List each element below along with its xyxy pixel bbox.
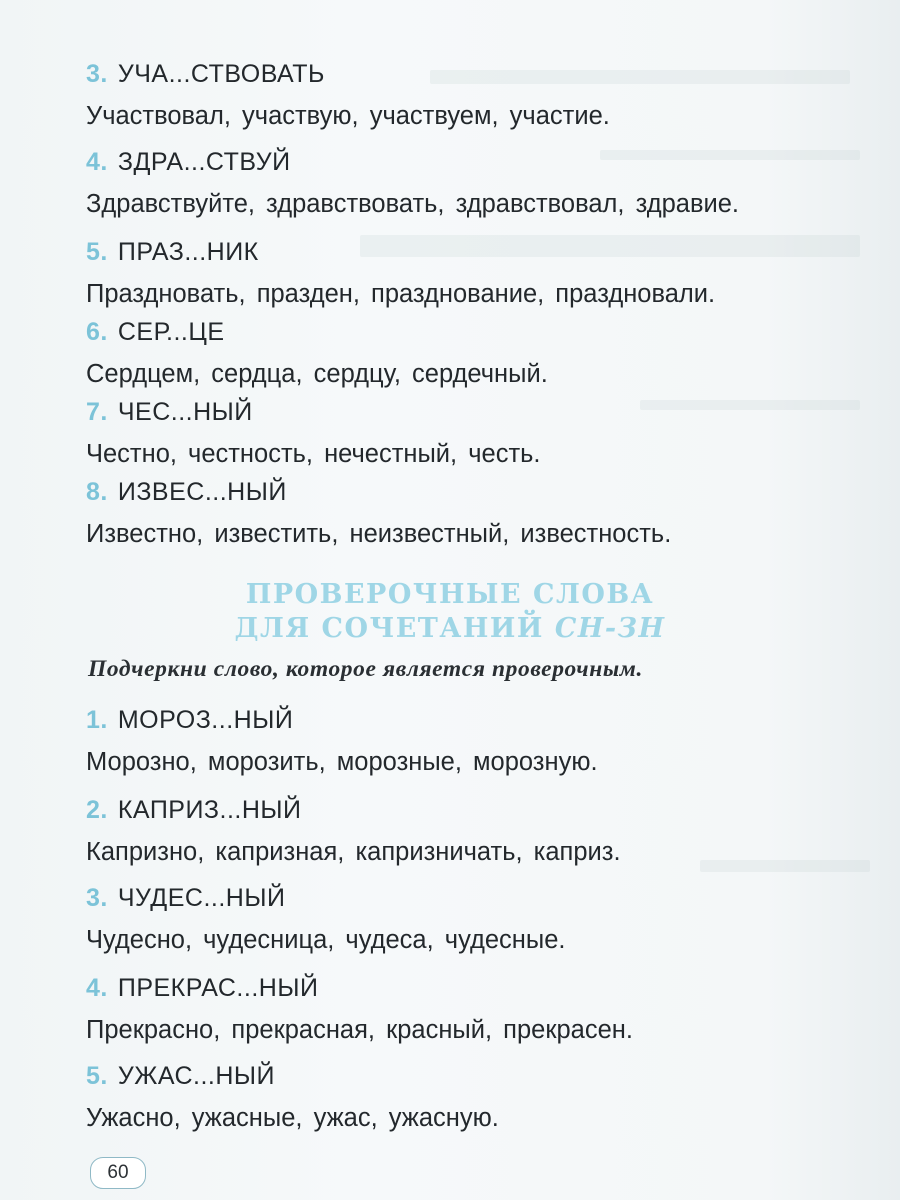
- answer-options: Честно, честность, нечестный, честь.: [86, 440, 541, 468]
- prompt-text: МОРОЗ...НЫЙ: [117, 706, 294, 734]
- page-number: 60: [90, 1157, 146, 1189]
- heading-line-1: ПРОВЕРОЧНЫЕ СЛОВА: [245, 579, 655, 610]
- show-through-mark: [600, 150, 860, 160]
- prompt-text: ЧЕС...НЫЙ: [117, 398, 253, 426]
- item-number: 7.: [86, 398, 108, 426]
- prompt-text: ЗДРА...СТВУЙ: [117, 148, 291, 176]
- item-number: 2.: [86, 796, 108, 824]
- answer-options: Сердцем, сердца, сердцу, сердечный.: [86, 360, 548, 388]
- prompt-text: СЕР...ЦЕ: [117, 318, 225, 346]
- prompt-text: УЖАС...НЫЙ: [117, 1062, 275, 1090]
- prompt-text: ИЗВЕС...НЫЙ: [117, 478, 287, 506]
- show-through-mark: [430, 70, 850, 84]
- word-prompt: [86, 884, 285, 913]
- word-prompt: [86, 148, 291, 177]
- prompt-text: ПРАЗ...НИК: [117, 238, 259, 266]
- word-prompt: [86, 60, 325, 89]
- prompt-text: КАПРИЗ...НЫЙ: [117, 796, 302, 824]
- answer-options: Ужасно, ужасные, ужас, ужасную.: [86, 1104, 499, 1132]
- word-prompt: [86, 1062, 275, 1091]
- item-number: 5.: [86, 238, 108, 266]
- answer-options: Чудесно, чудесница, чудеса, чудесные.: [86, 926, 566, 954]
- section-heading: [0, 578, 900, 646]
- show-through-mark: [360, 235, 860, 257]
- answer-options: Известно, известить, неизвестный, известность.: [86, 520, 672, 548]
- word-prompt: [86, 398, 253, 427]
- item-number: 4.: [86, 148, 108, 176]
- show-through-mark: [700, 860, 870, 872]
- prompt-text: ЧУДЕС...НЫЙ: [117, 884, 286, 912]
- word-prompt: [86, 478, 287, 507]
- prompt-text: УЧА...СТВОВАТЬ: [117, 60, 325, 88]
- task-instruction: Подчеркни слово, которое является проверочным.: [88, 656, 643, 682]
- answer-options: Морозно, морозить, морозные, морозную.: [86, 748, 598, 776]
- answer-options: Участвовал, участвую, участвуем, участие.: [86, 102, 610, 130]
- item-number: 3.: [86, 884, 108, 912]
- show-through-mark: [640, 400, 860, 410]
- answer-options: Праздновать, празден, празднование, праздновали.: [86, 280, 716, 308]
- item-number: 8.: [86, 478, 108, 506]
- answer-options: Здравствуйте, здравствовать, здравствовал, здравие.: [86, 190, 740, 218]
- item-number: 6.: [86, 318, 108, 346]
- heading-line-2: [0, 612, 900, 646]
- heading-line-2-combination: СН-ЗН: [554, 613, 666, 644]
- word-prompt: [86, 238, 259, 267]
- word-prompt: [86, 706, 293, 735]
- heading-line-2-prefix: ДЛЯ СОЧЕТАНИЙ: [234, 613, 544, 644]
- item-number: 5.: [86, 1062, 108, 1090]
- answer-options: Капризно, капризная, капризничать, каприз.: [86, 838, 621, 866]
- word-prompt: [86, 796, 302, 825]
- word-prompt: [86, 974, 318, 1003]
- prompt-text: ПРЕКРАС...НЫЙ: [117, 974, 319, 1002]
- word-prompt: [86, 318, 225, 347]
- item-number: 1.: [86, 706, 108, 734]
- answer-options: Прекрасно, прекрасная, красный, прекрасен.: [86, 1016, 633, 1044]
- item-number: 3.: [86, 60, 108, 88]
- item-number: 4.: [86, 974, 108, 1002]
